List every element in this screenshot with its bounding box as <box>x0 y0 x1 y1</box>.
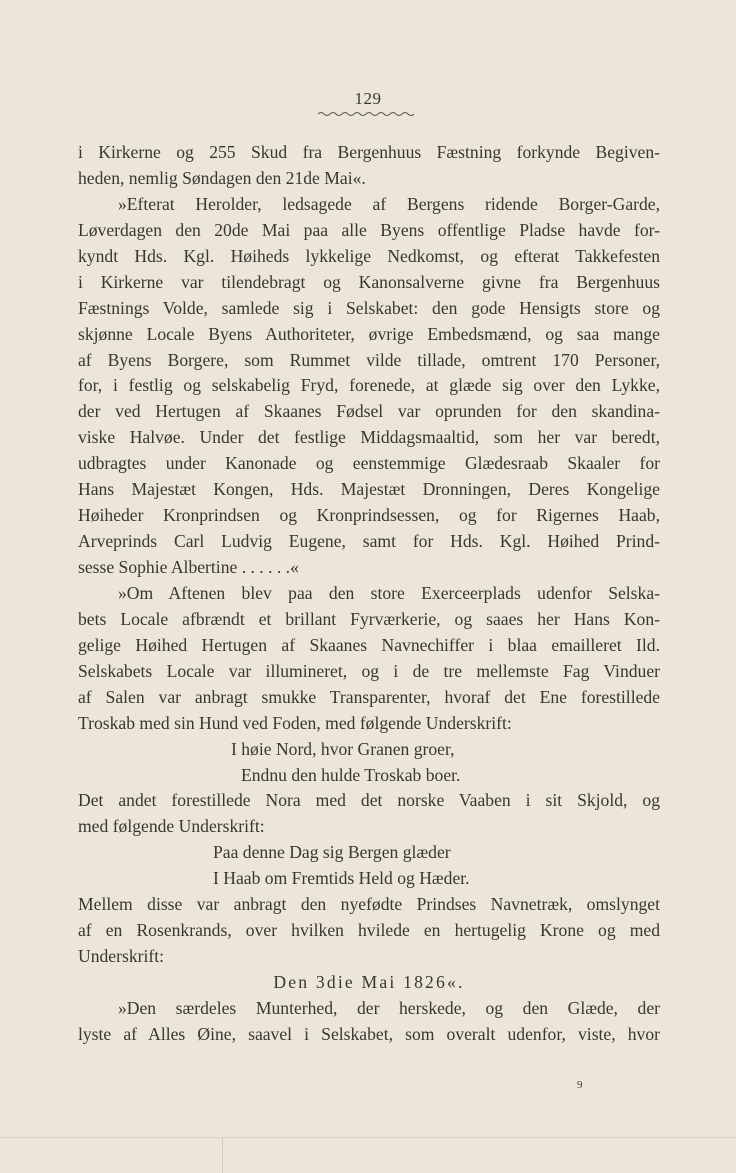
text-line: i Kirkerne var tilendebragt og Kanonsalverne givne fra Bergenhuus <box>78 271 660 292</box>
body-text <box>78 140 660 1048</box>
text-line: af en Rosenkrands, over hvilken hvilede en hertugelig Krone og med <box>78 920 660 941</box>
text-line: med følgende Underskrift: <box>78 816 265 837</box>
text-line: udbragtes under Kanonade og eenstemmige Glædesraab Skaaler for <box>78 453 660 474</box>
text-line: der ved Hertugen af Skaanes Fødsel var oprunden for den skandina- <box>78 401 660 422</box>
text-line: kyndt Hds. Kgl. Høiheds lykkelige Nedkomst, og efterat Takkefesten <box>78 245 660 266</box>
page-fold-edge <box>222 1137 223 1173</box>
text-line: skjønne Locale Byens Authoriteter, øvrige Embedsmænd, og saa mange <box>78 323 660 344</box>
signature-mark: 9 <box>577 1079 583 1091</box>
text-line: af Salen var anbragt smukke Transparenter, hvoraf det Ene forestillede <box>78 686 660 707</box>
text-line: af Byens Borgere, som Rummet vilde tillade, omtrent 170 Personer, <box>78 349 660 370</box>
text-line: sesse Sophie Albertine . . . . . .« <box>78 557 299 577</box>
text-line: Løverdagen den 20de Mai paa alle Byens offentlige Pladse havde for- <box>78 219 660 240</box>
text-line: Troskab med sin Hund ved Foden, med følgende Underskrift: <box>78 712 512 733</box>
text-line: Høiheder Kronprindsen og Kronprindsessen, og for Rigernes Haab, <box>78 505 660 526</box>
text-line: Mellem disse var anbragt den nyefødte Prindses Navnetræk, omslynget <box>78 894 660 915</box>
text-line: Selskabets Locale var illumineret, og i de tre mellemste Fag Vinduer <box>78 660 660 681</box>
verse-line: Endnu den hulde Troskab boer. <box>241 764 461 785</box>
text-line: gelige Høihed Hertugen af Skaanes Navnechiffer i blaa emailleret Ild. <box>78 634 660 655</box>
text-line: lyste af Alles Øine, saavel i Selskabet, som overalt udenfor, viste, hvor <box>78 1023 660 1044</box>
text-line: »Den særdeles Munterhed, der herskede, og den Glæde, der <box>118 997 660 1018</box>
text-line: heden, nemlig Søndagen den 21de Mai«. <box>78 167 366 188</box>
text-line: Fæstnings Volde, samlede sig i Selskabet: den gode Hensigts store og <box>78 297 660 318</box>
text-line: viske Halvøe. Under det festlige Middagsmaaltid, som her var beredt, <box>78 427 660 448</box>
text-line: for, i festlig og selskabelig Fryd, forenede, at glæde sig over den Lykke, <box>78 375 660 396</box>
text-line: bets Locale afbrændt et brillant Fyrværkerie, og saaes her Hans Kon- <box>78 608 660 629</box>
text-line: Hans Majestæt Kongen, Hds. Majestæt Dronningen, Deres Kongelige <box>78 479 660 500</box>
wavy-rule-ornament <box>318 110 414 118</box>
date-line: Den 3die Mai 1826«. <box>273 972 465 992</box>
text-line: »Om Aftenen blev paa den store Exerceerplads udenfor Selska- <box>118 582 660 603</box>
text-line: Det andet forestillede Nora med det norske Vaaben i sit Skjold, og <box>78 790 660 811</box>
verse-line: I høie Nord, hvor Granen groer, <box>231 738 455 759</box>
text-line: »Efterat Herolder, ledsagede af Bergens ridende Borger-Garde, <box>118 193 660 214</box>
page-number: 129 <box>354 89 382 108</box>
text-line: i Kirkerne og 255 Skud fra Bergenhuus Fæstning forkynde Begiven- <box>78 142 660 162</box>
verse-line: I Haab om Fremtids Held og Hæder. <box>213 868 470 889</box>
page-fold-line <box>0 1137 736 1138</box>
text-line: Arveprinds Carl Ludvig Eugene, samt for Hds. Kgl. Høihed Prind- <box>78 531 660 552</box>
text-line: Underskrift: <box>78 946 164 967</box>
verse-line: Paa denne Dag sig Bergen glæder <box>213 842 451 863</box>
